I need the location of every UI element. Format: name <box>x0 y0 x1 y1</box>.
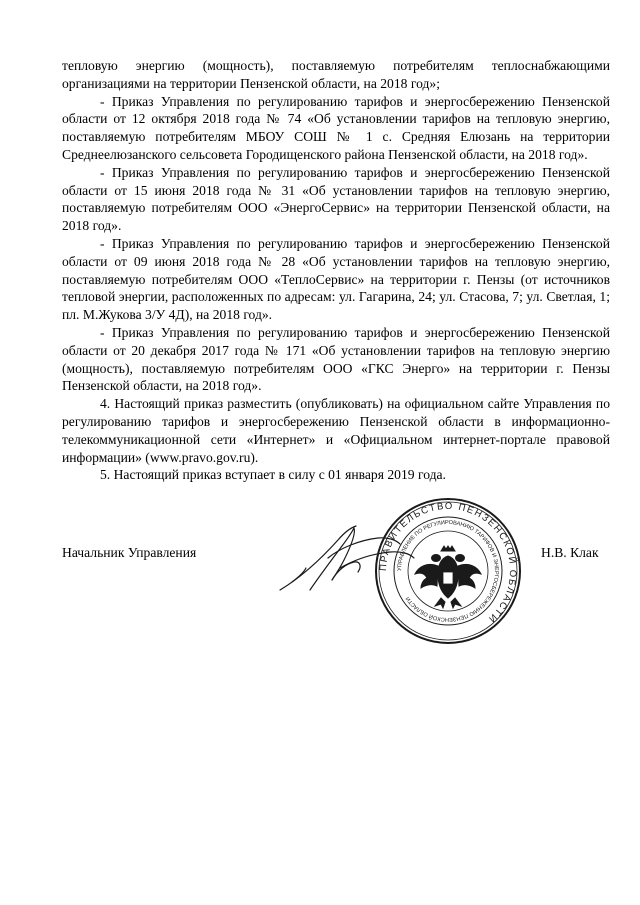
official-seal <box>373 496 523 646</box>
seal-inner-text: УПРАВЛЕНИЕ ПО РЕГУЛИРОВАНИЮ ТАРИФОВ И ЭНЕРГОСБЕРЕЖЕНИЮ ПЕНЗЕНСКОЙ ОБЛАСТИ <box>396 519 500 623</box>
paragraph-item-4: 4. Настоящий приказ разместить (опубликовать) на официальном сайте Управления по регулированию тарифов и энергосбережению Пензенской области в информационно-телекоммуникационной сети «Интернет» и «Официальном интернет-портале правовой информации» (www.pravo.gov.ru). <box>62 396 610 465</box>
paragraph-order-74: - Приказ Управления по регулированию тарифов и энергосбережению Пензенской области от 12 октября 2018 года № 74 «Об установлении тарифов на тепловую энергию, поставляемую потребителям МБОУ СОШ № 1 с. Средняя Елюзань на территории Среднеелюзанского сельсовета Городищенского района Пензенской области, на 2018 год». <box>62 93 610 162</box>
signatory-name: Н.В. Клак <box>541 545 599 560</box>
paragraph-continuation: тепловую энергию (мощность), поставляемую потребителям теплоснабжающими организациями на территории Пензенской области, на 2018 год»; <box>62 58 610 91</box>
paragraph-order-28: - Приказ Управления по регулированию тарифов и энергосбережению Пензенской области от 09 июня 2018 года № 28 «Об установлении тарифов на тепловую энергию, поставляемую потребителям ООО «ТеплоСервис» на территории г. Пензы (от источников тепловой энергии, расположенных по адресам: ул. Гагарина, 24; ул. Стасова, 7; ул. Светлая, 1; пл. М.Жукова 3/У 4Д), на 2018 год». <box>62 235 610 323</box>
paragraph-order-31: - Приказ Управления по регулированию тарифов и энергосбережению Пензенской области от 15 июня 2018 года № 31 «Об установлении тарифов на тепловую энергию, поставляемую потребителям ООО «ЭнергоСервис» на территории Пензенской области, на 2018 год». <box>62 164 610 234</box>
paragraph-item-5: 5. Настоящий приказ вступает в силу с 01 января 2019 года. <box>100 467 446 483</box>
paragraph-order-171: - Приказ Управления по регулированию тарифов и энергосбережению Пензенской области от 20 декабря 2017 года № 171 «Об установлении тарифов на тепловую энергию (мощность), поставляемую потребителям ООО «ГКС Энерго» на территории г. Пензы Пензенской области, на 2018 год». <box>62 324 610 394</box>
signatory-position: Начальник Управления <box>62 545 197 560</box>
document-body <box>62 57 610 484</box>
seal-outer-text: ПРАВИТЕЛЬСТВО ПЕНЗЕНСКОЙ ОБЛАСТИ <box>377 500 519 626</box>
